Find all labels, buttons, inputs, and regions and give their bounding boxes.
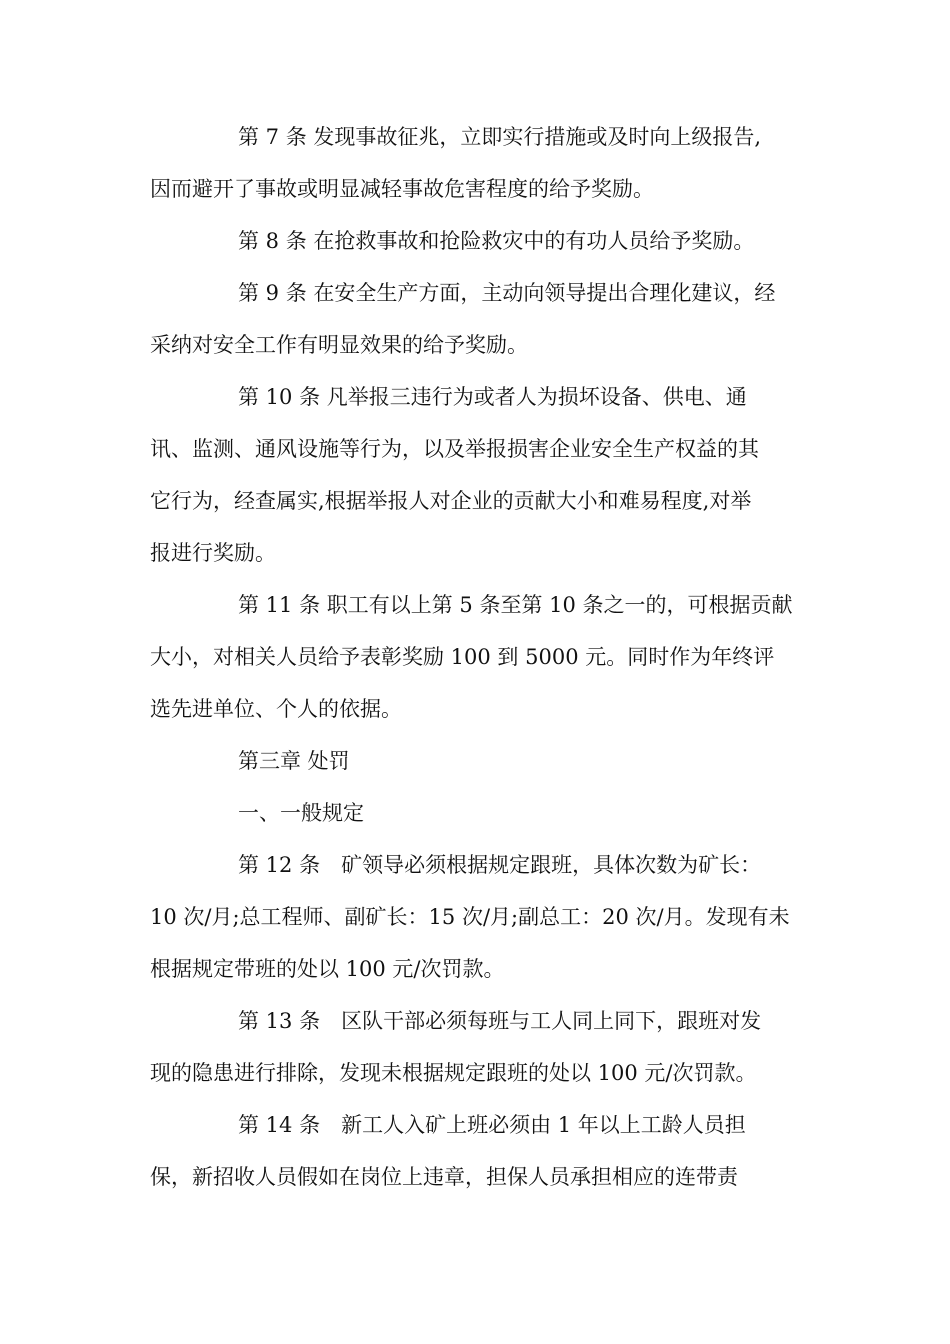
chapter-heading: 第三章 处罚 <box>238 749 350 773</box>
article-13-line-1: 第 13 条 区队干部必须每班与工人同上同下，跟班对发 <box>238 1009 762 1033</box>
article-11-line-1: 第 11 条 职工有以上第 5 条至第 10 条之一的，可根据贡献 <box>238 593 793 617</box>
article-10-line-1: 第 10 条 凡举报三违行为或者人为损坏设备、供电、通 <box>238 385 747 409</box>
article-7-line-2: 因而避开了事故或明显减轻事故危害程度的给予奖励。 <box>150 177 654 201</box>
article-9-line-1: 第 9 条 在安全生产方面，主动向领导提出合理化建议，经 <box>238 281 776 305</box>
article-9-line-2: 采纳对安全工作有明显效果的给予奖励。 <box>150 333 528 357</box>
article-14-line-2: 保，新招收人员假如在岗位上违章，担保人员承担相应的连带责 <box>150 1165 738 1189</box>
article-11-line-2: 大小，对相关人员给予表彰奖励 100 到 5000 元。同时作为年终评 <box>150 645 775 669</box>
article-14-line-1: 第 14 条 新工人入矿上班必须由 1 年以上工龄人员担 <box>238 1113 746 1137</box>
article-13-line-2: 现的隐患进行排除，发现未根据规定跟班的处以 100 元/次罚款。 <box>150 1061 757 1085</box>
section-heading: 一、一般规定 <box>238 801 364 825</box>
article-12-line-1: 第 12 条 矿领导必须根据规定跟班，具体次数为矿长： <box>238 853 762 877</box>
article-12-line-2: 10 次/月;总工程师、副矿长：15 次/月;副总工：20 次/月。发现有未 <box>150 905 790 929</box>
article-7-line-1: 第 7 条 发现事故征兆，立即实行措施或及时向上级报告, <box>238 125 762 149</box>
article-8-line-1: 第 8 条 在抢救事故和抢险救灾中的有功人员给予奖励。 <box>238 229 755 253</box>
article-10-line-3: 它行为，经查属实,根据举报人对企业的贡献大小和难易程度,对举 <box>150 489 752 513</box>
article-10-line-2: 讯、监测、通风设施等行为，以及举报损害企业安全生产权益的其 <box>150 437 759 461</box>
article-12-line-3: 根据规定带班的处以 100 元/次罚款。 <box>150 957 505 981</box>
article-10-line-4: 报进行奖励。 <box>150 541 276 565</box>
article-11-line-3: 选先进单位、个人的依据。 <box>150 697 402 721</box>
